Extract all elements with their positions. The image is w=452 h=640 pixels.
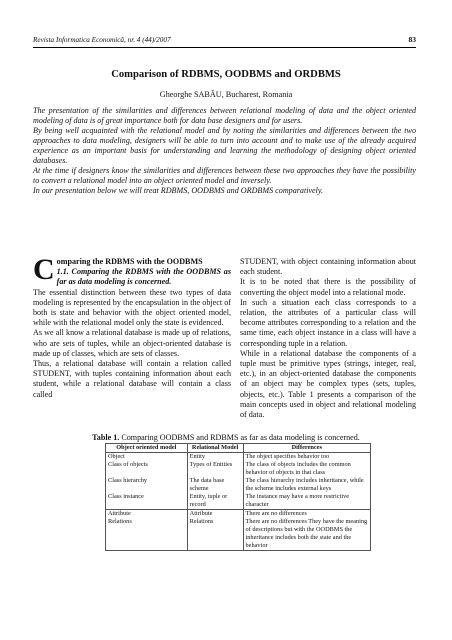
table-row	[106, 461, 371, 477]
abstract	[33, 106, 416, 196]
abstract-paragraph: In our presentation below we will treat RDBMS, OODBMS and ORDBMS comparatively.	[33, 186, 324, 195]
table-cell: There are no differences They have the meaning of descriptions but with the OODBMS the inheritance includes both the state and the behavior	[243, 518, 370, 551]
table-cell: Object	[106, 453, 188, 462]
running-header	[33, 35, 416, 48]
body-paragraph: While in a relational database the components of a tuple must be primitive types (strings, integer, real, etc.), in an object-oriented database the components of an object may be complex types (sets, tuples, objects, etc.). Table 1 presents a comparison of the main concepts used in object and relational modeling of data.	[240, 348, 416, 420]
table-cell: The object specifies behavior too	[243, 453, 370, 462]
table-caption-text: Comparing OODBMS and RDBMS as far as data modeling is concerned.	[121, 433, 360, 442]
body-paragraph: As we all know a relational database is made up of relations, who are sets of tuples, while an object-oriented database is made up of classes, which are sets of classes.	[33, 328, 231, 358]
body-paragraph: The essential distinction between these two types of data modeling is represented by the encapsulation in the object of both is state and behavior with the object oriented model, while with the relational model only the state is evidenced.	[33, 287, 231, 328]
table-row	[106, 510, 371, 519]
body-paragraph: It is to be noted that there is the possibility of converting the object model into a relational mode.	[240, 277, 416, 297]
page-number: 83	[408, 35, 416, 44]
body-paragraph: STUDENT, with object containing information about each student.	[240, 257, 416, 277]
table-caption-label: Table 1.	[92, 433, 120, 442]
left-column	[33, 253, 231, 400]
table-cell: Entity, tuple or record	[187, 493, 243, 510]
table-cell: There are no differences	[243, 510, 370, 519]
table-cell: Class instance	[106, 493, 188, 510]
table-row	[106, 477, 371, 493]
abstract-paragraph: The presentation of the similarities and differences between relational modeling of data and the object oriented modeling of data is of great importance both for data base designers and for users.	[33, 106, 416, 125]
right-column	[240, 257, 416, 420]
table-cell: The class hierarchy includes inheritance, while the scheme includes external keys	[243, 477, 370, 493]
table-cell: Relations	[106, 518, 188, 551]
table-cell: Entity	[187, 453, 243, 462]
subsection-heading: 1.1. Comparing the RDBMS with the OODBMS as far as data modeling is concerned.	[56, 267, 231, 287]
body-paragraph: In such a situation each class corresponds to a relation, the attributes of a particular class will become attributes corresponding to a relation and the same time, each object instance in a class will have a corresponding tuple in a relation.	[240, 297, 416, 348]
table-row	[106, 518, 371, 551]
paper-title: Comparison of RDBMS, OODBMS and ORDBMS	[111, 69, 341, 80]
table-cell: The instance may have a more restrictive character	[243, 493, 370, 510]
column-header: Differences	[243, 444, 370, 453]
drop-cap: C	[33, 253, 55, 286]
table-caption	[0, 433, 452, 442]
table-row	[106, 453, 371, 462]
comparison-table	[105, 443, 371, 551]
table-cell: Relations	[187, 518, 243, 551]
column-header: Relational Model	[187, 444, 243, 453]
section-heading-text: omparing the RDBMS with the OODBMS	[56, 257, 203, 266]
abstract-paragraph: By being well acquainted with the relational model and by noting the similarities and differences between the two approaches to data modeling, designers will be able to turn into account and to make use of the already acquired experience as an important basis for understanding and learning the methodology of designing object oriented databases.	[33, 126, 416, 165]
column-header: Object oriented model	[106, 444, 188, 453]
body-paragraph: Thus, a relational database will contain a relation called STUDENT, with tuples containing information about each student, while a relational database will contain a class called	[33, 359, 231, 399]
table-cell: Class of objects	[106, 461, 188, 477]
table-header-row	[106, 444, 371, 453]
abstract-paragraph: At the time if designers know the similarities and differences between these two approaches they have the possibility to convert a relational model into an object oriented model and inversely.	[33, 166, 416, 185]
table-cell: The class of objects includes the common behavior of objects in that class	[243, 461, 370, 477]
table-cell: The data base scheme	[187, 477, 243, 493]
table-cell: Attribute	[106, 510, 188, 519]
table-row	[106, 493, 371, 510]
table-cell: Attribute	[187, 510, 243, 519]
table-cell: Class hierarchy	[106, 477, 188, 493]
journal-name: Revista Informatica Economică, nr. 4 (44)/2007	[33, 36, 171, 44]
author-line: Gheorghe SABĂU, Bucharest, Romania	[159, 90, 293, 99]
table-cell: Types of Entities	[187, 461, 243, 477]
